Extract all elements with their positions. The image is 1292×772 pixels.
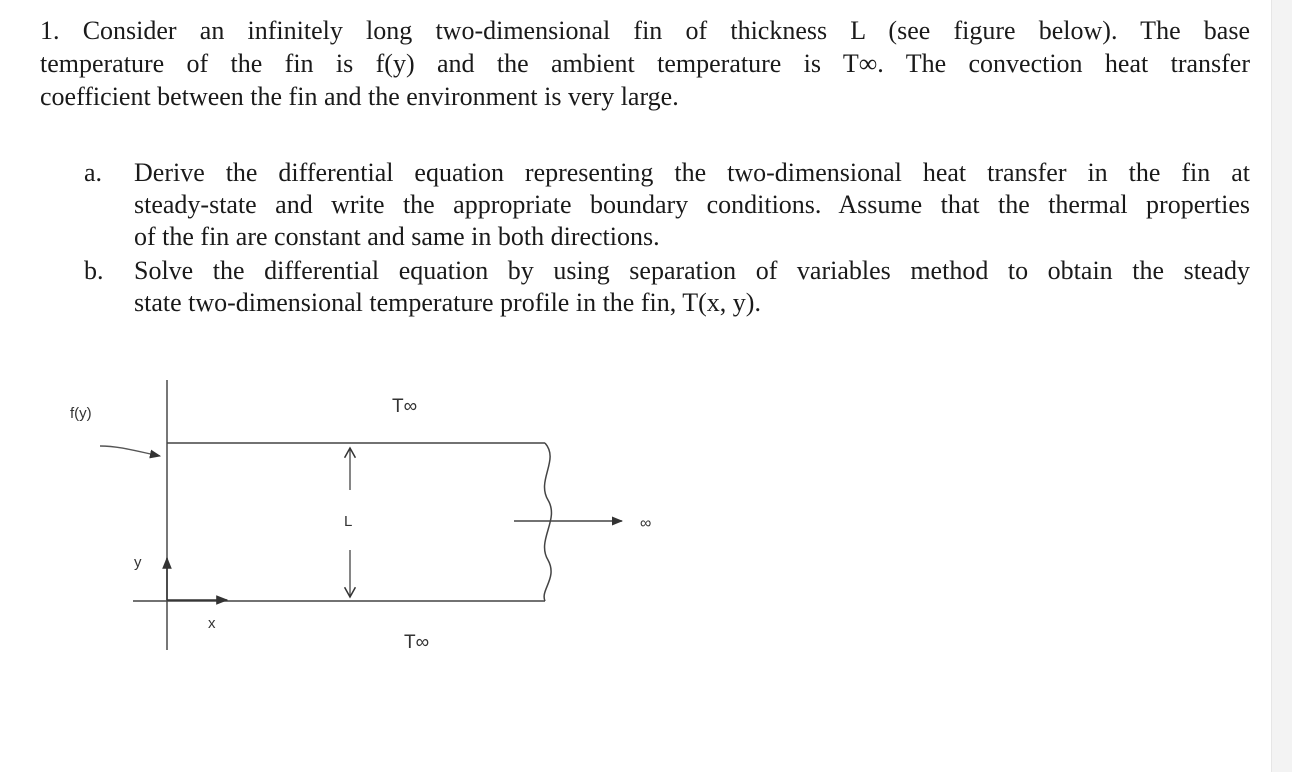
part-line: Solve the differential equation by using separation of variables method to obtain the steady [134,256,1250,285]
part-label: b. [84,256,104,285]
part-line: steady-state and write the appropriate boundary conditions. Assume that the thermal properties [134,190,1250,219]
question-line: coefficient between the fin and the environment is very large. [40,82,679,111]
x-axis-label: x [208,615,216,632]
thickness-label: L [344,513,353,530]
infinity-label: ∞ [640,515,652,532]
break-line [544,443,551,601]
question-parts [84,157,1250,321]
top-ambient-label: T∞ [392,396,418,417]
part-line: of the fin are constant and same in both directions. [134,222,660,251]
base-temperature-label: f(y) [70,405,92,422]
part-line: state two-dimensional temperature profile in the fin, T(x, y). [134,288,761,317]
part-b [84,255,1250,319]
scrollbar[interactable] [1271,0,1292,772]
part-a [84,157,1250,253]
question-line: temperature of the fin is f(y) and the ambient temperature is T∞. The convection heat transfer [40,49,1250,78]
bottom-ambient-label: T∞ [404,632,430,653]
question-statement [40,14,1250,113]
part-line: Derive the differential equation representing the two-dimensional heat transfer in the fin at [134,158,1250,187]
base-pointer-arrow [100,446,160,456]
y-axis-label: y [134,554,142,571]
question-line: 1. Consider an infinitely long two-dimensional fin of thickness L (see figure below). The base [40,16,1250,45]
part-label: a. [84,158,103,187]
